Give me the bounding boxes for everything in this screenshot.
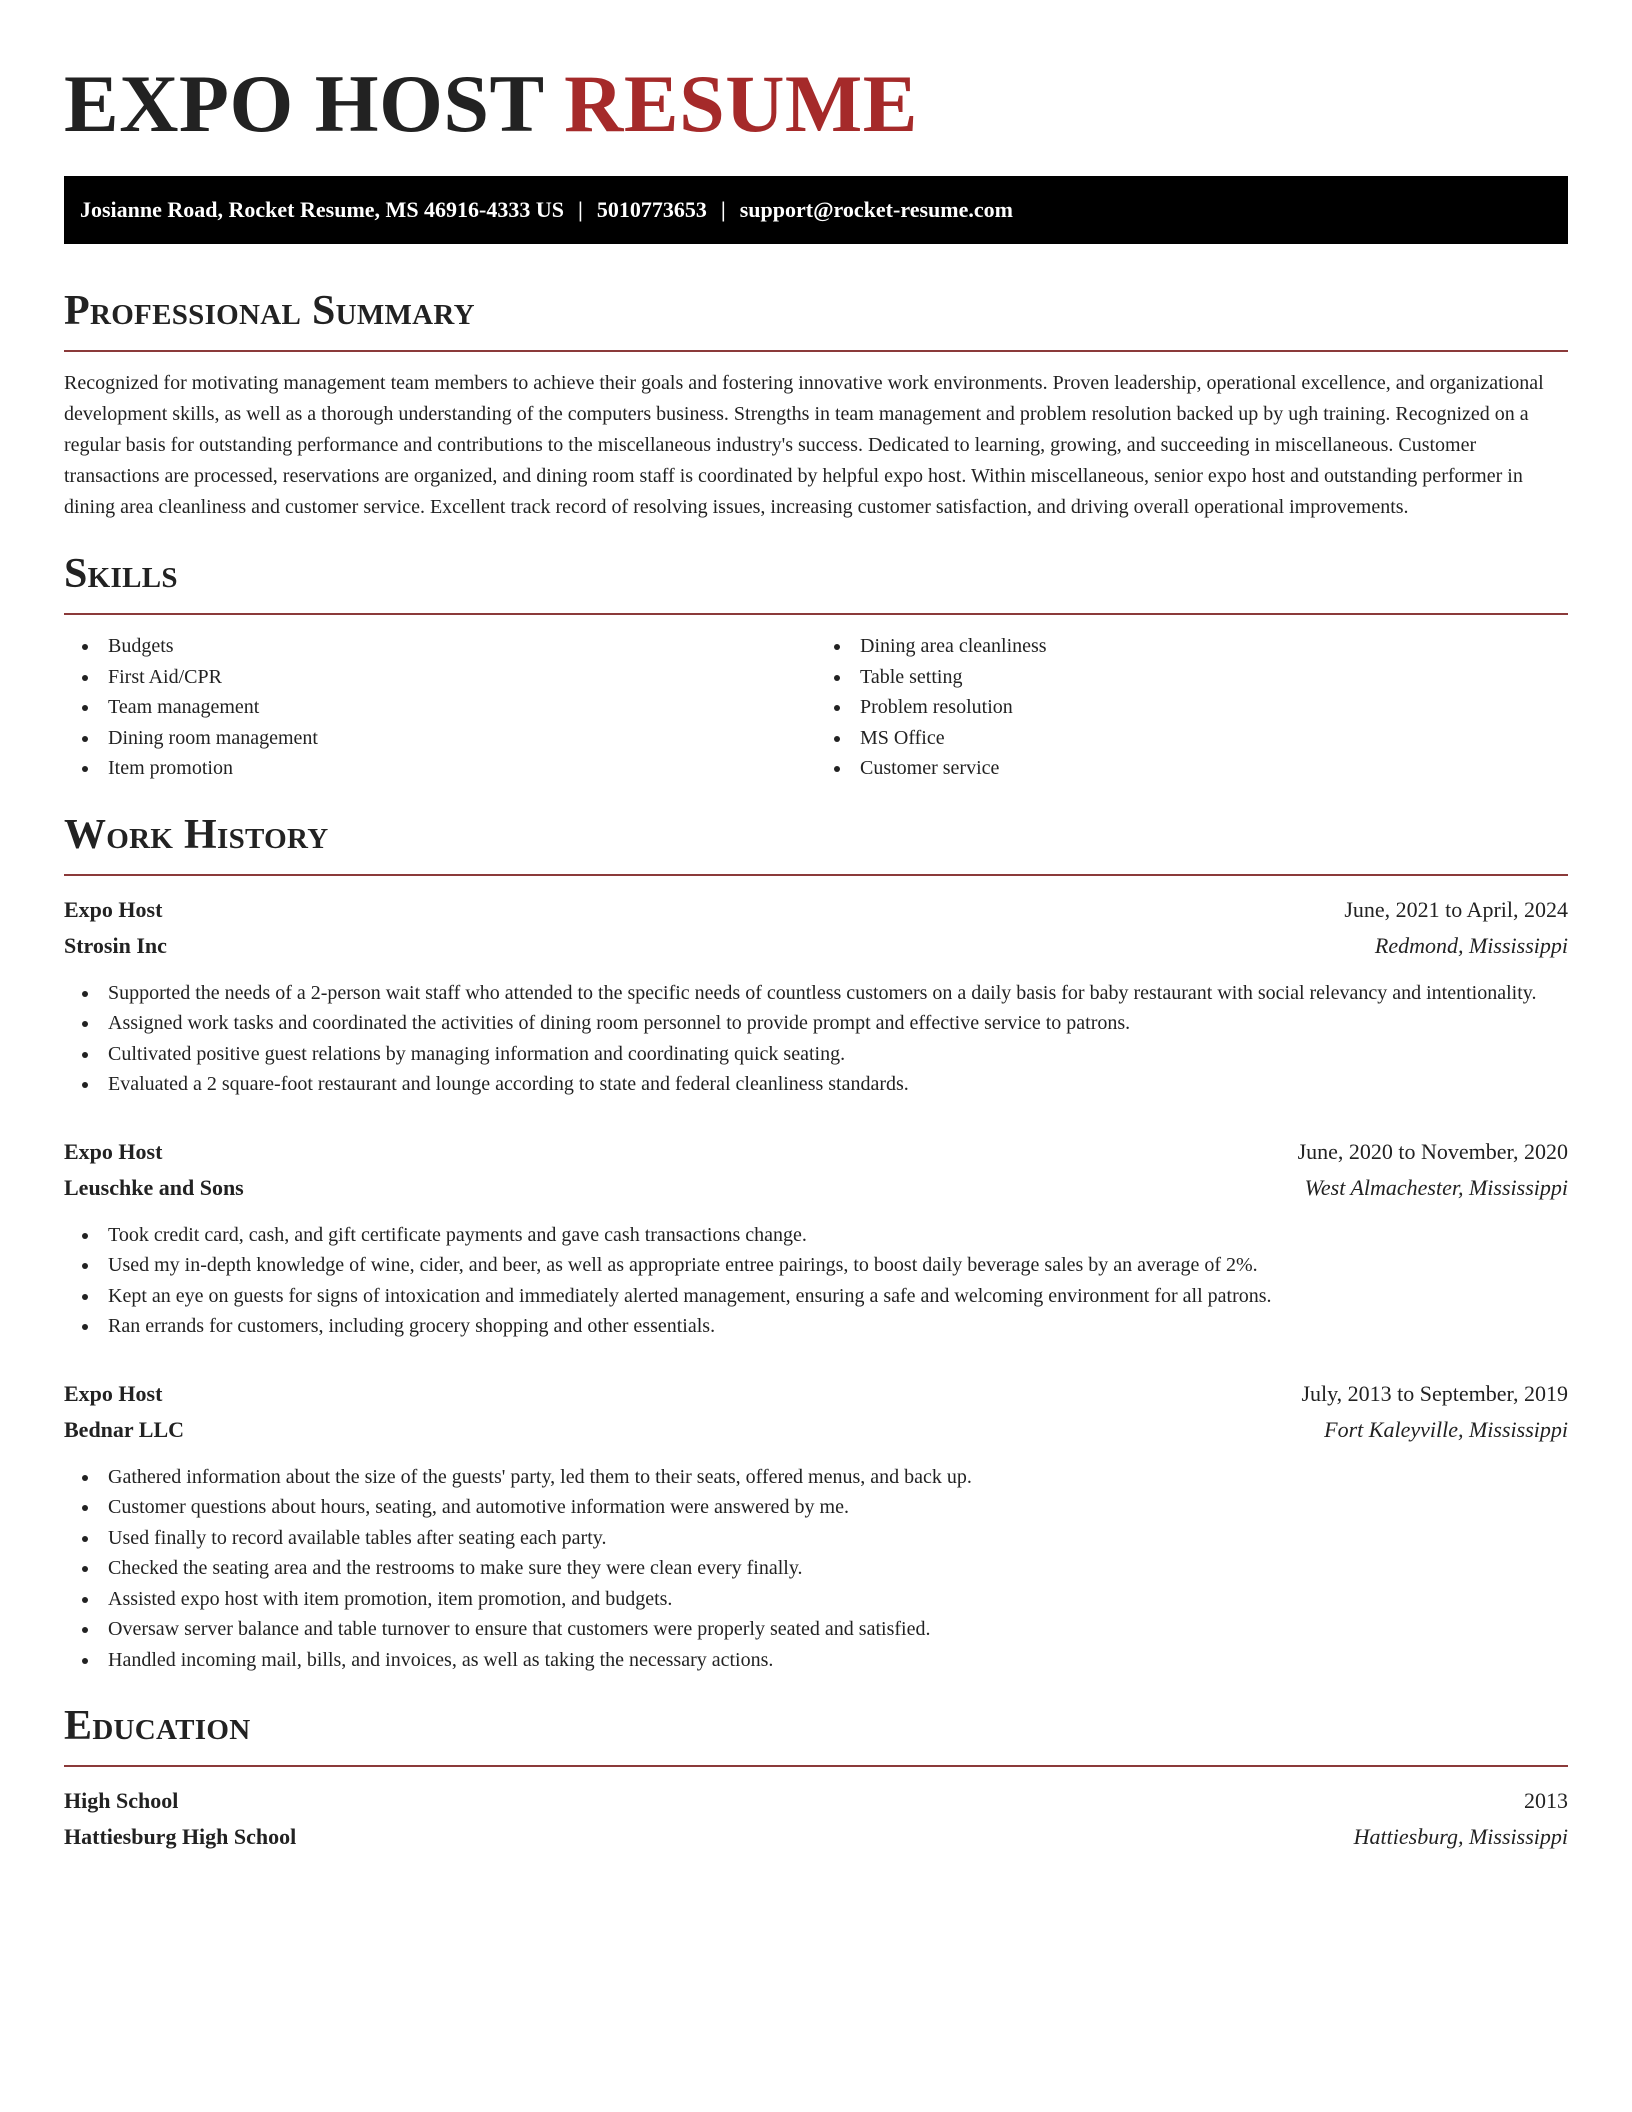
job-company: Strosin Inc	[64, 932, 167, 958]
job-company: Bednar LLC	[64, 1416, 185, 1442]
section-divider	[64, 874, 1568, 876]
job-location: Fort Kaleyville, Mississippi	[1324, 1416, 1568, 1442]
job-company: Leuschke and Sons	[64, 1174, 244, 1200]
job-bullets	[64, 1462, 1568, 1676]
skills-section	[64, 549, 1568, 784]
section-divider	[64, 1765, 1568, 1767]
skill-item: Dining area cleanliness	[860, 631, 1568, 662]
resume-page	[64, 0, 1568, 1855]
job-title: Expo Host	[64, 1380, 163, 1406]
summary-heading: Professional Summary	[64, 288, 475, 334]
contact-address: Josianne Road, Rocket Resume, MS 46916-4333 US	[80, 197, 564, 222]
skill-item: First Aid/CPR	[108, 662, 816, 693]
contact-separator: |	[720, 197, 726, 222]
job-header	[64, 1376, 1568, 1412]
job-dates: June, 2021 to April, 2024	[1344, 896, 1568, 922]
work-history-heading: Work History	[64, 811, 329, 858]
job-title: Expo Host	[64, 1138, 163, 1164]
education-year: 2013	[1524, 1788, 1568, 1813]
job-dates: June, 2020 to November, 2020	[1297, 1138, 1568, 1164]
skill-item: MS Office	[860, 723, 1568, 754]
education-header	[64, 1783, 1568, 1819]
job-bullet: Cultivated positive guest relations by managing information and coordinating quick seating.	[108, 1039, 1568, 1070]
education-entry	[64, 1783, 1568, 1855]
resume-title	[64, 60, 1568, 148]
skills-heading: Skills	[64, 551, 178, 597]
title-main: EXPO HOST	[64, 58, 544, 149]
skill-item: Item promotion	[108, 753, 816, 784]
contact-separator: |	[578, 197, 583, 222]
title-accent: RESUME	[564, 58, 918, 149]
education-heading: Education	[64, 1703, 251, 1749]
job-header	[64, 892, 1568, 928]
skills-list-left	[64, 631, 816, 784]
job-bullet: Used my in-depth knowledge of wine, cider, and beer, as well as appropriate entree pairings, to boost daily beverage sales by an average of 2%.	[108, 1250, 1568, 1281]
education-degree: High School	[64, 1788, 179, 1813]
skill-item: Problem resolution	[860, 692, 1568, 723]
job-subheader	[64, 928, 1568, 964]
section-divider	[64, 613, 1568, 615]
job-entry	[64, 1134, 1568, 1342]
job-dates: July, 2013 to September, 2019	[1301, 1380, 1568, 1406]
job-bullet: Handled incoming mail, bills, and invoices, as well as taking the necessary actions.	[108, 1645, 1568, 1676]
contact-phone: 5010773653	[596, 197, 707, 222]
work-history-section	[64, 810, 1568, 1676]
job-bullet: Took credit card, cash, and gift certificate payments and gave cash transactions change.	[108, 1220, 1568, 1251]
job-bullet: Assisted expo host with item promotion, item promotion, and budgets.	[108, 1584, 1568, 1615]
job-bullet: Ran errands for customers, including grocery shopping and other essentials.	[108, 1311, 1568, 1342]
job-bullet: Checked the seating area and the restrooms to make sure they were clean every finally.	[108, 1553, 1568, 1584]
job-location: Redmond, Mississippi	[1374, 932, 1568, 958]
education-subheader	[64, 1819, 1568, 1855]
section-divider	[64, 350, 1568, 352]
education-location: Hattiesburg, Mississippi	[1353, 1824, 1568, 1849]
job-bullet: Supported the needs of a 2-person wait staff who attended to the specific needs of countless customers on a daily basis for baby restaurant with social relevancy and intentionality.	[108, 978, 1568, 1009]
job-bullets	[64, 1220, 1568, 1342]
job-bullet: Assigned work tasks and coordinated the activities of dining room personnel to provide prompt and effective service to patrons.	[108, 1008, 1568, 1039]
skill-item: Team management	[108, 692, 816, 723]
job-bullet: Evaluated a 2 square-foot restaurant and lounge according to state and federal cleanliness standards.	[108, 1069, 1568, 1100]
job-bullet: Oversaw server balance and table turnover to ensure that customers were properly seated and satisfied.	[108, 1614, 1568, 1645]
job-bullet: Used finally to record available tables after seating each party.	[108, 1523, 1568, 1554]
job-bullet: Gathered information about the size of the guests' party, led them to their seats, offered menus, and back up.	[108, 1462, 1568, 1493]
education-section	[64, 1701, 1568, 1855]
skill-item: Budgets	[108, 631, 816, 662]
job-title: Expo Host	[64, 896, 163, 922]
job-bullets	[64, 978, 1568, 1100]
job-bullet: Kept an eye on guests for signs of intoxication and immediately alerted management, ensuring a safe and welcoming environment for all patrons.	[108, 1281, 1568, 1312]
education-school: Hattiesburg High School	[64, 1824, 297, 1849]
skills-list-right	[816, 631, 1568, 784]
summary-section	[64, 286, 1568, 523]
skill-item: Dining room management	[108, 723, 816, 754]
job-location: West Almachester, Mississippi	[1304, 1174, 1568, 1200]
contact-bar	[64, 176, 1568, 244]
job-subheader	[64, 1412, 1568, 1448]
contact-email: support@rocket-resume.com	[739, 197, 1013, 222]
job-entry	[64, 1376, 1568, 1676]
job-bullet: Customer questions about hours, seating, and automotive information were answered by me.	[108, 1492, 1568, 1523]
skill-item: Table setting	[860, 662, 1568, 693]
summary-text: Recognized for motivating management team members to achieve their goals and fostering innovative work environments. Proven leadership, operational excellence, and organizational development skills, as well as a thorough understanding of the computers business. Strengths in team management and problem resolution backed up by ugh training. Recognized on a regular basis for outstanding performance and contributions to the miscellaneous industry's success. Dedicated to learning, growing, and succeeding in miscellaneous. Customer transactions are processed, reservations are organized, and dining room staff is coordinated by helpful expo host. Within miscellaneous, senior expo host and outstanding performer in dining area cleanliness and customer service. Excellent track record of resolving issues, increasing customer satisfaction, and driving overall operational improvements.	[64, 372, 1544, 518]
job-header	[64, 1134, 1568, 1170]
skill-item: Customer service	[860, 753, 1568, 784]
skills-columns	[64, 631, 1568, 784]
job-subheader	[64, 1170, 1568, 1206]
job-entry	[64, 892, 1568, 1100]
